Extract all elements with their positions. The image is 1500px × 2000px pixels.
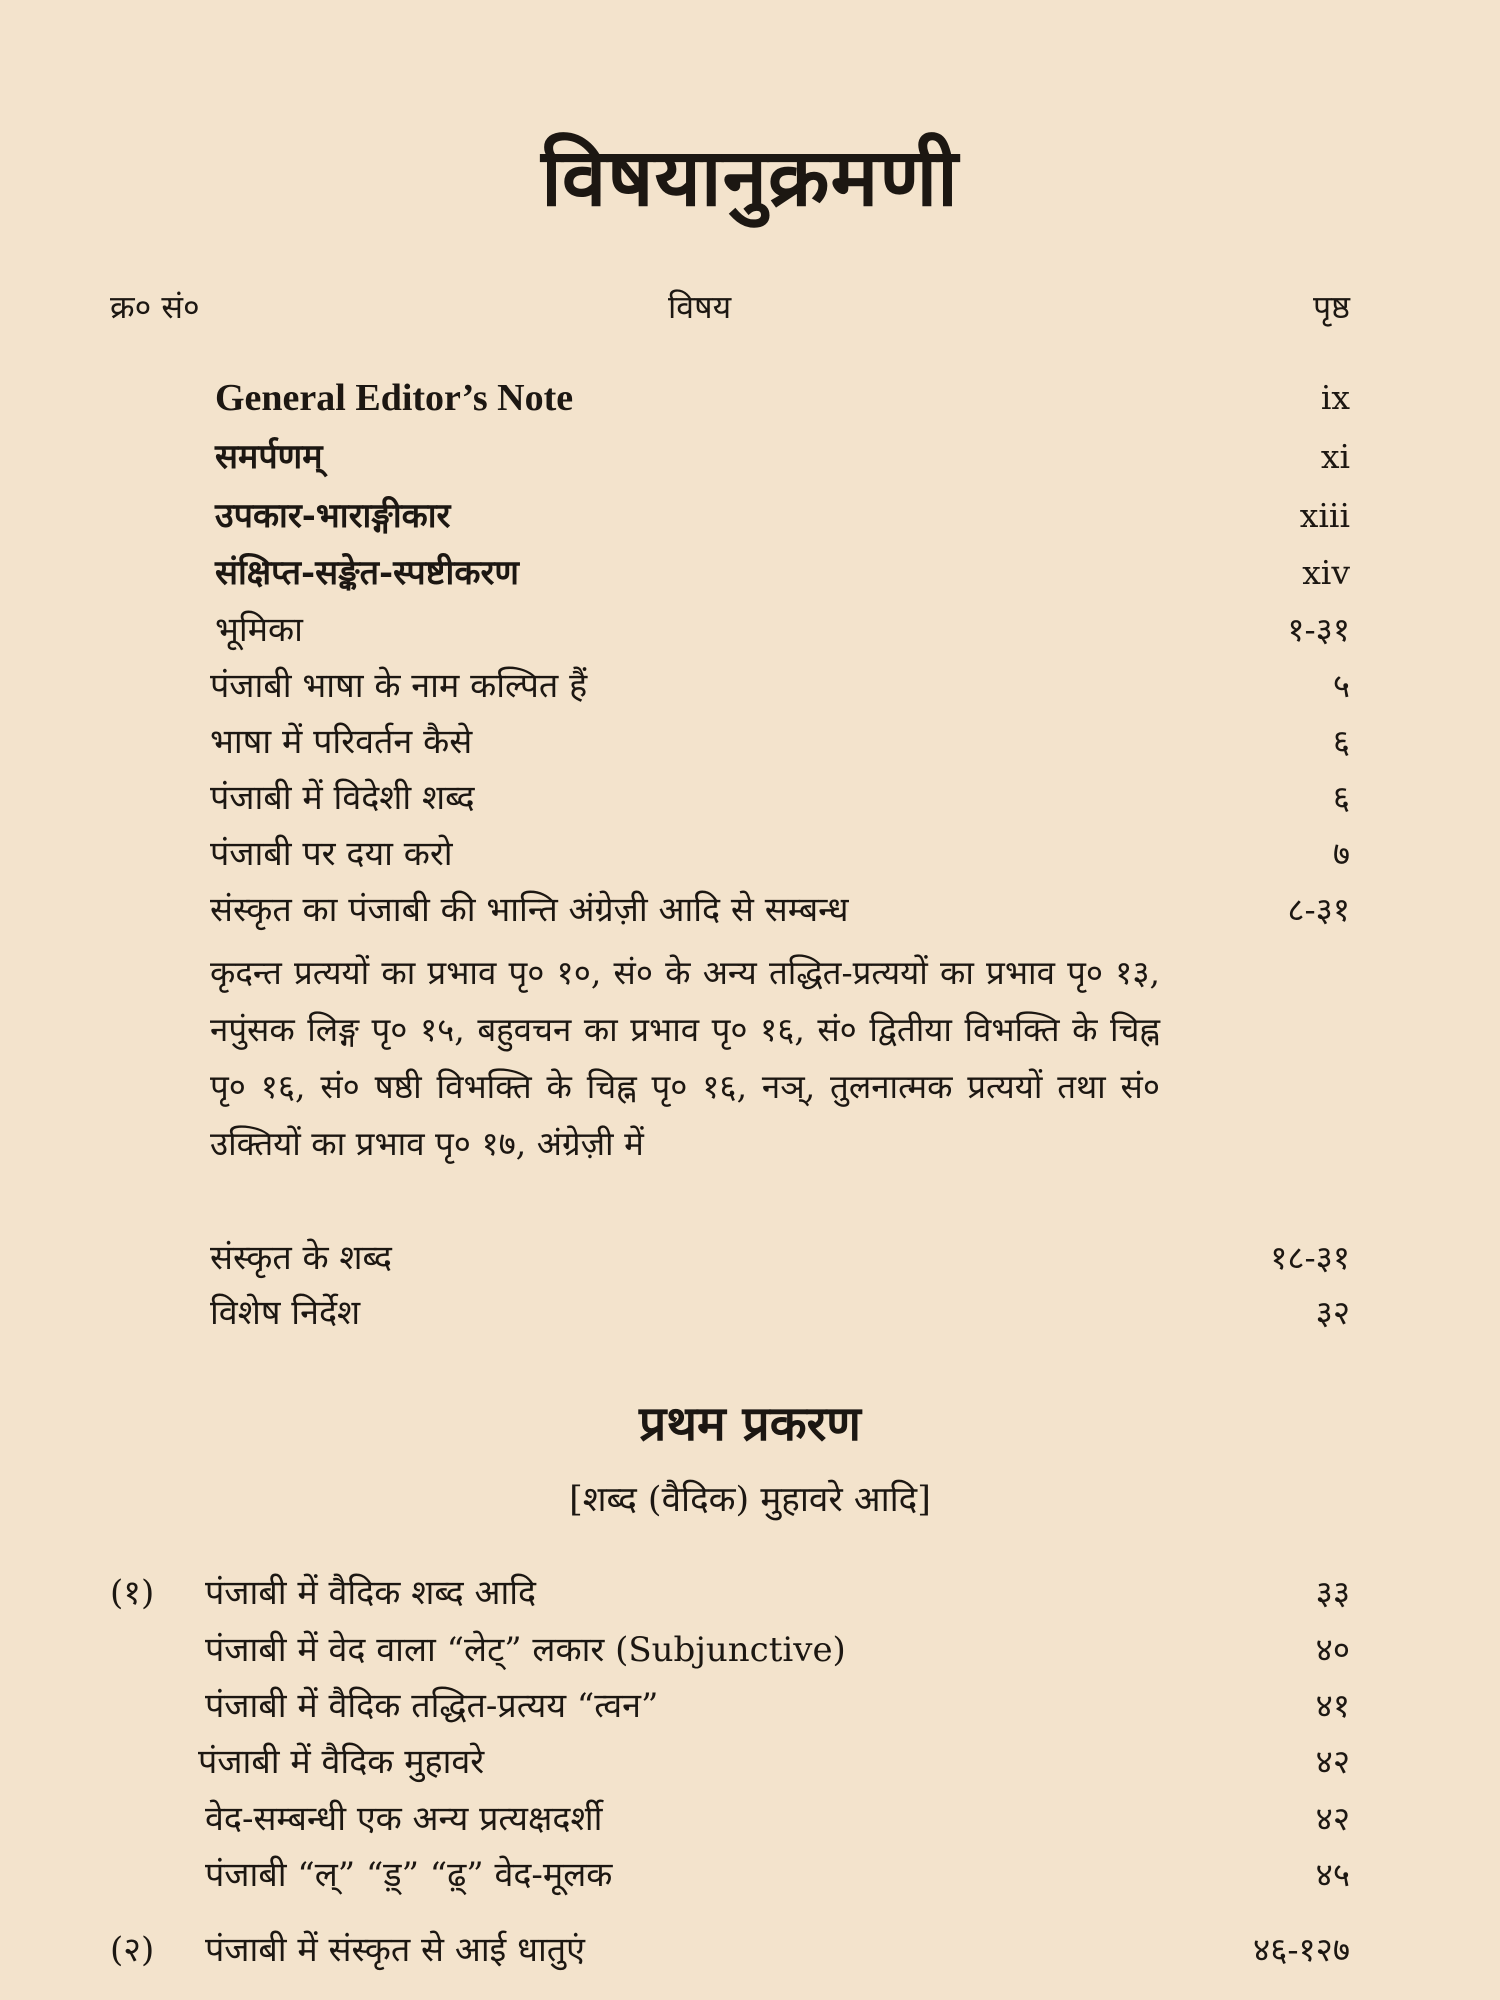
toc-page-special-note: ३२ xyxy=(1315,1293,1350,1332)
section-entry: पंजाबी में वैदिक शब्द आदि xyxy=(205,1573,537,1613)
section-entry: वेद-सम्बन्धी एक अन्य प्रत्यक्षदर्शी xyxy=(205,1799,603,1839)
section-entry-page: ४० xyxy=(1315,1630,1350,1669)
section-entry-page: ४२ xyxy=(1315,1799,1350,1838)
section-subtitle: [शब्द (वैदिक) मुहावरे आदि] xyxy=(569,1480,931,1520)
toc-detail-paragraph: कृदन्त प्रत्ययों का प्रभाव पृ० १०, सं० के अन्य तद्धित-प्रत्ययों का प्रभाव पृ० १३, नपुंसक लिङ्ग पृ० १५, बहुवचन का प्रभाव पृ० १६, सं० द्वितीया विभक्ति के चिह्न पृ० १६, सं० षष्ठी विभक्ति के चिह्न पृ० १६, नञ्, तुलनात्मक प्रत्ययों तथा सं० उक्तियों का प्रभाव पृ० १७, अंग्रेज़ी में xyxy=(210,953,1160,1163)
section-entry: पंजाबी “ल्” “ड़्” “ढ़्” वेद-मूलक xyxy=(205,1855,613,1895)
toc-page: ७ xyxy=(1332,834,1350,873)
header-serial: क्र० सं० xyxy=(110,288,200,326)
section-entry-page: ४६-१२७ xyxy=(1253,1930,1350,1969)
section-entry-number: (२) xyxy=(110,1930,155,1970)
toc-entry-special-note: विशेष निर्देश xyxy=(210,1293,361,1333)
section-entry-page: ३३ xyxy=(1315,1573,1350,1612)
toc-entry-dedication: समर्पणम् xyxy=(215,437,323,477)
section-entry-page: ४१ xyxy=(1315,1686,1350,1725)
section-entry-page: ४५ xyxy=(1315,1855,1350,1894)
toc-page-abbreviations: xiv xyxy=(1302,553,1350,592)
toc-entry: संस्कृत का पंजाबी की भान्ति अंग्रेज़ी आदि से सम्बन्ध xyxy=(210,890,849,930)
section-entry: पंजाबी में संस्कृत से आई धातुएं xyxy=(205,1930,585,1970)
toc-page-dedication: xi xyxy=(1320,437,1350,476)
toc-entry: पंजाबी भाषा के नाम कल्पित हैं xyxy=(210,666,588,706)
toc-entry-abbreviations: संक्षिप्त-सङ्केत-स्पष्टीकरण xyxy=(215,553,519,593)
section-entry: पंजाबी में वैदिक मुहावरे xyxy=(198,1742,485,1782)
toc-entry: भाषा में परिवर्तन कैसे xyxy=(210,722,473,762)
toc-entry-introduction: भूमिका xyxy=(215,610,303,650)
header-subject: विषय xyxy=(668,288,732,326)
toc-entry: संस्कृत के शब्द xyxy=(210,1238,392,1278)
toc-entry: पंजाबी में विदेशी शब्द xyxy=(210,778,475,818)
toc-page-acknowledgement: xiii xyxy=(1299,496,1350,535)
page-title: विषयानुक्रमणी xyxy=(541,130,959,224)
toc-page: ८-३१ xyxy=(1287,890,1350,929)
section-entry: पंजाबी में वेद वाला “लेट्” लकार (Subjunctive) xyxy=(205,1630,846,1670)
toc-page: ५ xyxy=(1332,666,1350,705)
toc-entry: पंजाबी पर दया करो xyxy=(210,834,453,874)
toc-entry-acknowledgement: उपकार-भाराङ्गीकार xyxy=(215,496,451,536)
section-entry: पंजाबी में वैदिक तद्धित-प्रत्यय “त्वन” xyxy=(205,1686,659,1726)
toc-page-editor-note: ix xyxy=(1320,378,1350,417)
section-entry-page: ४२ xyxy=(1315,1742,1350,1781)
toc-entry-editor-note: General Editor’s Note xyxy=(215,377,574,419)
header-page: पृष्ठ xyxy=(1312,288,1350,326)
toc-page: ६ xyxy=(1332,778,1350,817)
toc-page-introduction: १-३१ xyxy=(1287,610,1350,649)
section-entry-number: (१) xyxy=(110,1573,155,1613)
toc-page: १८-३१ xyxy=(1270,1238,1350,1277)
section-title: प्रथम प्रकरण xyxy=(639,1396,861,1452)
toc-page: ६ xyxy=(1332,722,1350,761)
